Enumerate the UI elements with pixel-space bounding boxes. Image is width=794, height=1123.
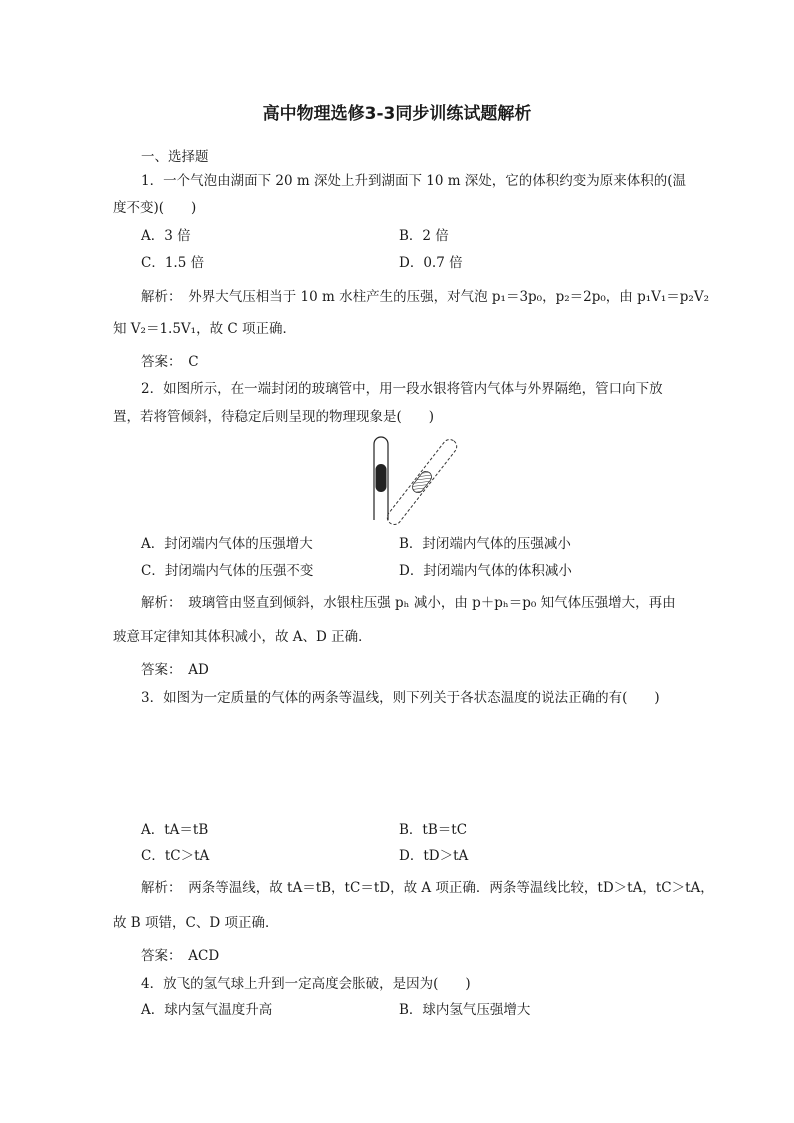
q1-analysis-line2: 知 V₂＝1.5V₁，故 C 项正确．	[113, 321, 296, 337]
q1-option-d: D．0.7 倍	[399, 255, 463, 271]
section-heading: 一、选择题	[141, 149, 209, 165]
mercury-column-vertical	[376, 464, 387, 492]
mercury-column-tilted	[410, 469, 433, 495]
q4-stem-line1: 4．放飞的氢气球上升到一定高度会胀破，是因为( )	[141, 976, 471, 992]
q1-option-c: C．1.5 倍	[141, 255, 205, 271]
tube-figure	[360, 434, 460, 526]
q3-option-d: D．tD＞tA	[399, 848, 469, 864]
q4-option-a: A．球内氢气温度升高	[141, 1002, 273, 1018]
q1-stem-line2: 度不变)( )	[113, 200, 197, 216]
q3-stem-line1: 3．如图为一定质量的气体的两条等温线，则下列关于各状态温度的说法正确的有( )	[141, 690, 660, 706]
q2-analysis-line2: 玻意耳定律知其体积减小，故 A、D 正确．	[113, 629, 372, 645]
q3-option-c: C．tC＞tA	[141, 848, 210, 864]
q3-answer: 答案： ACD	[141, 948, 220, 964]
q2-analysis-line1: 解析： 玻璃管由竖直到倾斜，水银柱压强 pₕ 减小，由 p＋pₕ＝p₀ 知气体压强增大，再由	[141, 595, 676, 611]
q3-option-b: B．tB＝tC	[399, 822, 468, 838]
q1-option-a: A．3 倍	[141, 228, 191, 244]
q3-analysis-line1: 解析： 两条等温线，故 tA＝tB，tC＝tD，故 A 项正确．两条等温线比较，tD＞tA，tC＞tA，	[141, 880, 714, 896]
q2-option-c: C．封闭端内气体的压强不变	[141, 563, 314, 579]
q2-option-a: A．封闭端内气体的压强增大	[141, 536, 313, 552]
q2-stem-line2: 置，若将管倾斜，待稳定后则呈现的物理现象是( )	[113, 409, 435, 425]
page-title: 高中物理选修3-3同步训练试题解析	[262, 104, 532, 124]
q2-option-b: B．封闭端内气体的压强减小	[399, 536, 571, 552]
q2-answer: 答案： AD	[141, 662, 209, 678]
q2-option-d: D．封闭端内气体的体积减小	[399, 563, 572, 579]
q1-option-b: B．2 倍	[399, 228, 449, 244]
tilted-tube	[384, 437, 459, 526]
q1-answer: 答案： C	[141, 354, 199, 370]
q1-stem-line1: 1．一个气泡由湖面下 20 m 深处上升到湖面下 10 m 深处，它的体积约变为原来体积的(温	[141, 173, 687, 189]
q2-stem-line1: 2．如图所示，在一端封闭的玻璃管中，用一段水银将管内气体与外界隔绝，管口向下放	[141, 381, 663, 397]
q4-option-b: B．球内氢气压强增大	[399, 1002, 531, 1018]
q1-analysis-line1: 解析： 外界大气压相当于 10 m 水柱产生的压强，对气泡 p₁＝3p₀，p₂＝2p₀，由 p₁V₁＝p₂V₂	[141, 289, 710, 305]
q3-option-a: A．tA＝tB	[141, 822, 209, 838]
q3-analysis-line2: 故 B 项错，C、D 项正确．	[113, 915, 279, 931]
